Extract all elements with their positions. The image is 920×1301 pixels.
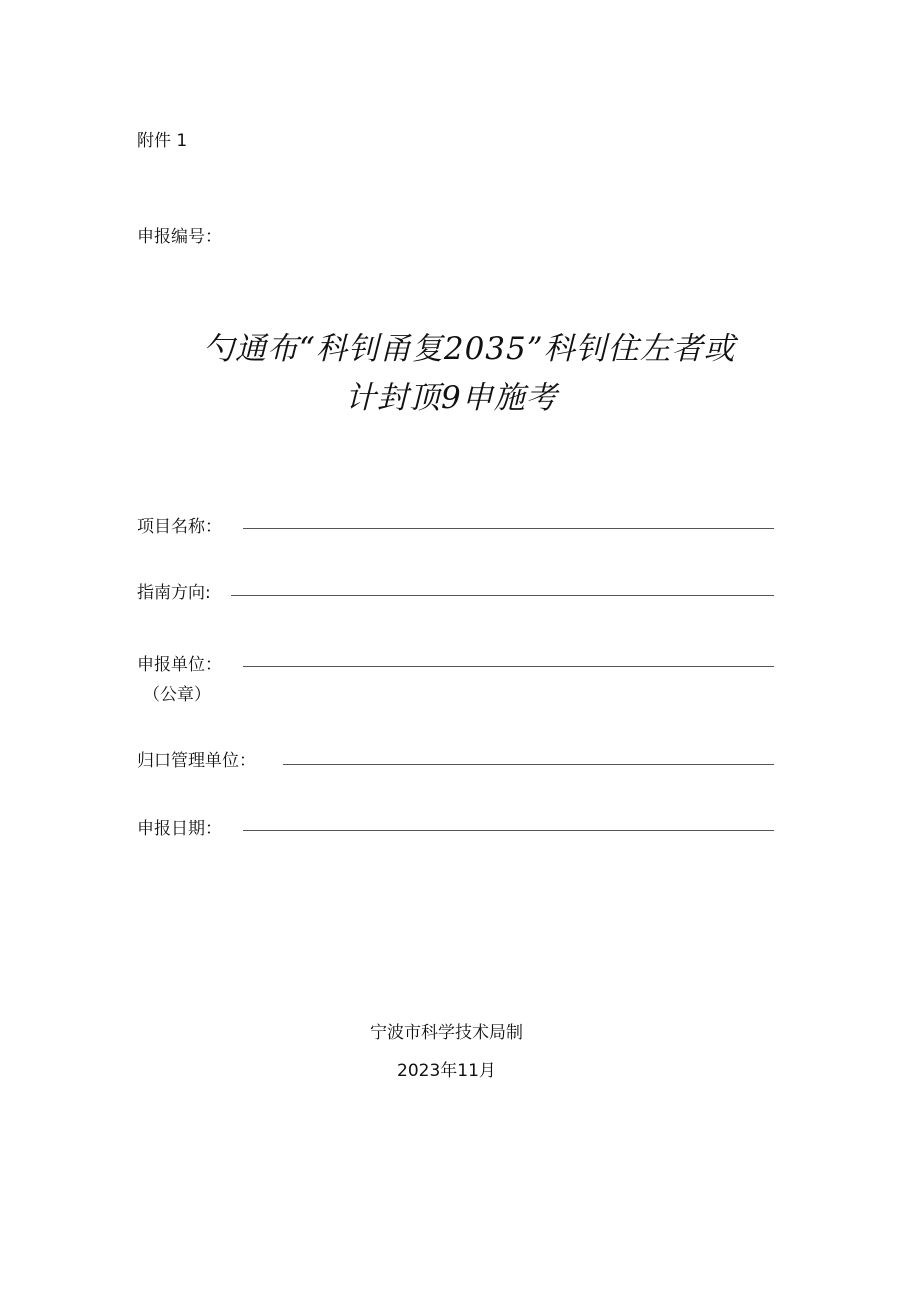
attachment-label: 附件 1 bbox=[137, 131, 188, 151]
document-title-line-2: 计封顶9申施考 bbox=[345, 380, 558, 416]
applicant-unit-line bbox=[243, 666, 774, 667]
managing-unit-label: 归口管理单位： bbox=[137, 751, 256, 771]
application-date-label: 申报日期： bbox=[137, 819, 222, 839]
issue-date: 2023年11月 bbox=[397, 1061, 496, 1081]
project-name-label: 项目名称： bbox=[137, 517, 222, 537]
seal-note: （公章） bbox=[143, 685, 211, 705]
application-number-label: 申报编号： bbox=[137, 227, 222, 247]
applicant-unit-label: 申报单位： bbox=[137, 655, 222, 675]
project-name-line bbox=[243, 528, 774, 529]
guide-direction-label: 指南方向: bbox=[137, 583, 211, 603]
guide-direction-line bbox=[231, 595, 774, 596]
issuer-label: 宁波市科学技术局制 bbox=[370, 1023, 523, 1043]
managing-unit-line bbox=[283, 764, 774, 765]
application-date-line bbox=[243, 830, 774, 831]
document-title-line-1: 勺通布“科钊甬复2035”科钊住左者或 bbox=[203, 331, 736, 367]
